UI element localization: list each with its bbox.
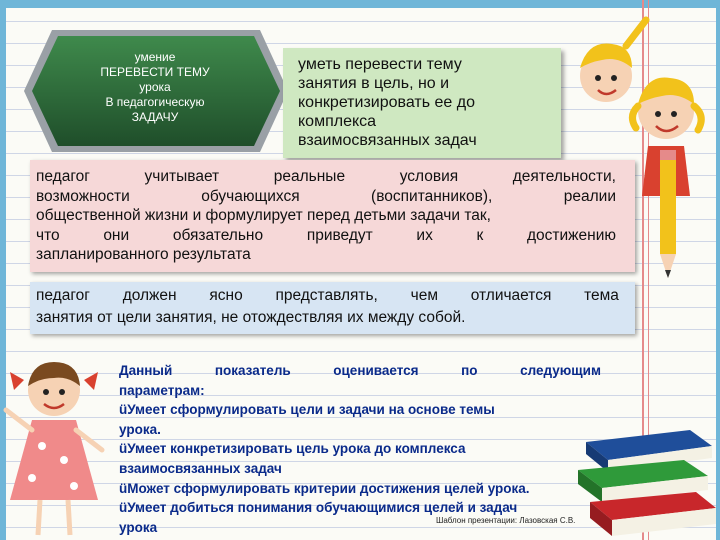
- template-credit: Шаблон презентации: Лазовская С.В.: [436, 516, 576, 525]
- word: приведут: [306, 226, 373, 244]
- children-illustration: [566, 6, 716, 196]
- pink-line: [36, 245, 616, 265]
- pink-line: [36, 206, 616, 226]
- word: их: [416, 226, 433, 244]
- params-line: üУмеет конкретизировать цель урока до комплекса: [119, 441, 466, 457]
- green-line: комплекса: [298, 113, 377, 130]
- pink-line: [36, 167, 616, 187]
- pencil-illustration: [648, 150, 688, 280]
- pink-line: [36, 187, 616, 207]
- word: представлять,: [275, 287, 378, 304]
- word: обучающихся: [201, 187, 300, 205]
- word: реалии: [563, 187, 616, 205]
- green-line: уметь перевести тему: [298, 56, 462, 73]
- word: что: [36, 226, 60, 244]
- green-line: конкретизировать ее до: [298, 94, 475, 111]
- word: достижению: [526, 226, 616, 244]
- params-line: взаимосвязанных задач: [119, 460, 282, 476]
- params-line: üУмеет сформулировать цели и задачи на основе темы: [119, 402, 495, 418]
- params-line: üУмеет добиться понимания обучающимися целей и задач: [119, 500, 518, 516]
- word: к: [476, 226, 484, 244]
- params-line: урока: [119, 519, 158, 535]
- word: они: [103, 226, 130, 244]
- pink-callout-text: [36, 167, 616, 265]
- word: оценивается: [333, 363, 419, 378]
- word: ясно: [209, 287, 243, 304]
- word: (воспитанников),: [371, 187, 493, 205]
- word: возможности: [36, 187, 130, 205]
- blue-line: [36, 307, 619, 329]
- word: следующим: [520, 363, 601, 378]
- green-line: занятия в цель, но и: [298, 75, 450, 92]
- word: чем: [410, 287, 438, 304]
- hexagon-line: ПЕРЕВЕСТИ ТЕМУ: [100, 65, 210, 79]
- hexagon-line: умение: [134, 50, 176, 64]
- phrase: общественной жизни и формулирует перед детьми задачи так,: [36, 207, 491, 224]
- word: деятельности,: [512, 168, 616, 185]
- girl-illustration: [2, 350, 114, 540]
- word: педагог: [36, 287, 90, 304]
- word: условия: [399, 168, 459, 185]
- parameters-list: [119, 361, 601, 537]
- blue-callout-text: [36, 285, 619, 329]
- word: обязательно: [172, 226, 264, 244]
- hexagon-text: [60, 50, 250, 125]
- word: отличается: [470, 287, 552, 304]
- green-callout-text: [298, 55, 558, 150]
- books-stack-illustration: [572, 412, 718, 538]
- word: по: [461, 363, 478, 378]
- params-line: üМожет сформулировать критерии достижения целей урока.: [119, 480, 530, 496]
- word: должен: [122, 287, 177, 304]
- word: педагог: [36, 168, 90, 185]
- word: реальные: [273, 168, 346, 185]
- word: тема: [584, 287, 619, 304]
- phrase: занятия от цели занятия, не отождествляя их между собой.: [36, 309, 466, 326]
- word: учитывает: [144, 168, 220, 185]
- params-line: урока.: [119, 421, 161, 437]
- word: показатель: [214, 363, 291, 378]
- hexagon-line: ЗАДАЧУ: [131, 110, 179, 124]
- green-line: взаимосвязанных задач: [298, 132, 477, 149]
- params-line: параметрам:: [119, 382, 205, 398]
- hexagon-line: В педагогическую: [105, 95, 205, 109]
- pink-line: [36, 226, 616, 246]
- hexagon-line: урока: [139, 80, 171, 94]
- params-intro-line: [119, 361, 601, 381]
- word: Данный: [119, 363, 173, 378]
- phrase: запланированного результата: [36, 246, 251, 263]
- blue-line: [36, 285, 619, 307]
